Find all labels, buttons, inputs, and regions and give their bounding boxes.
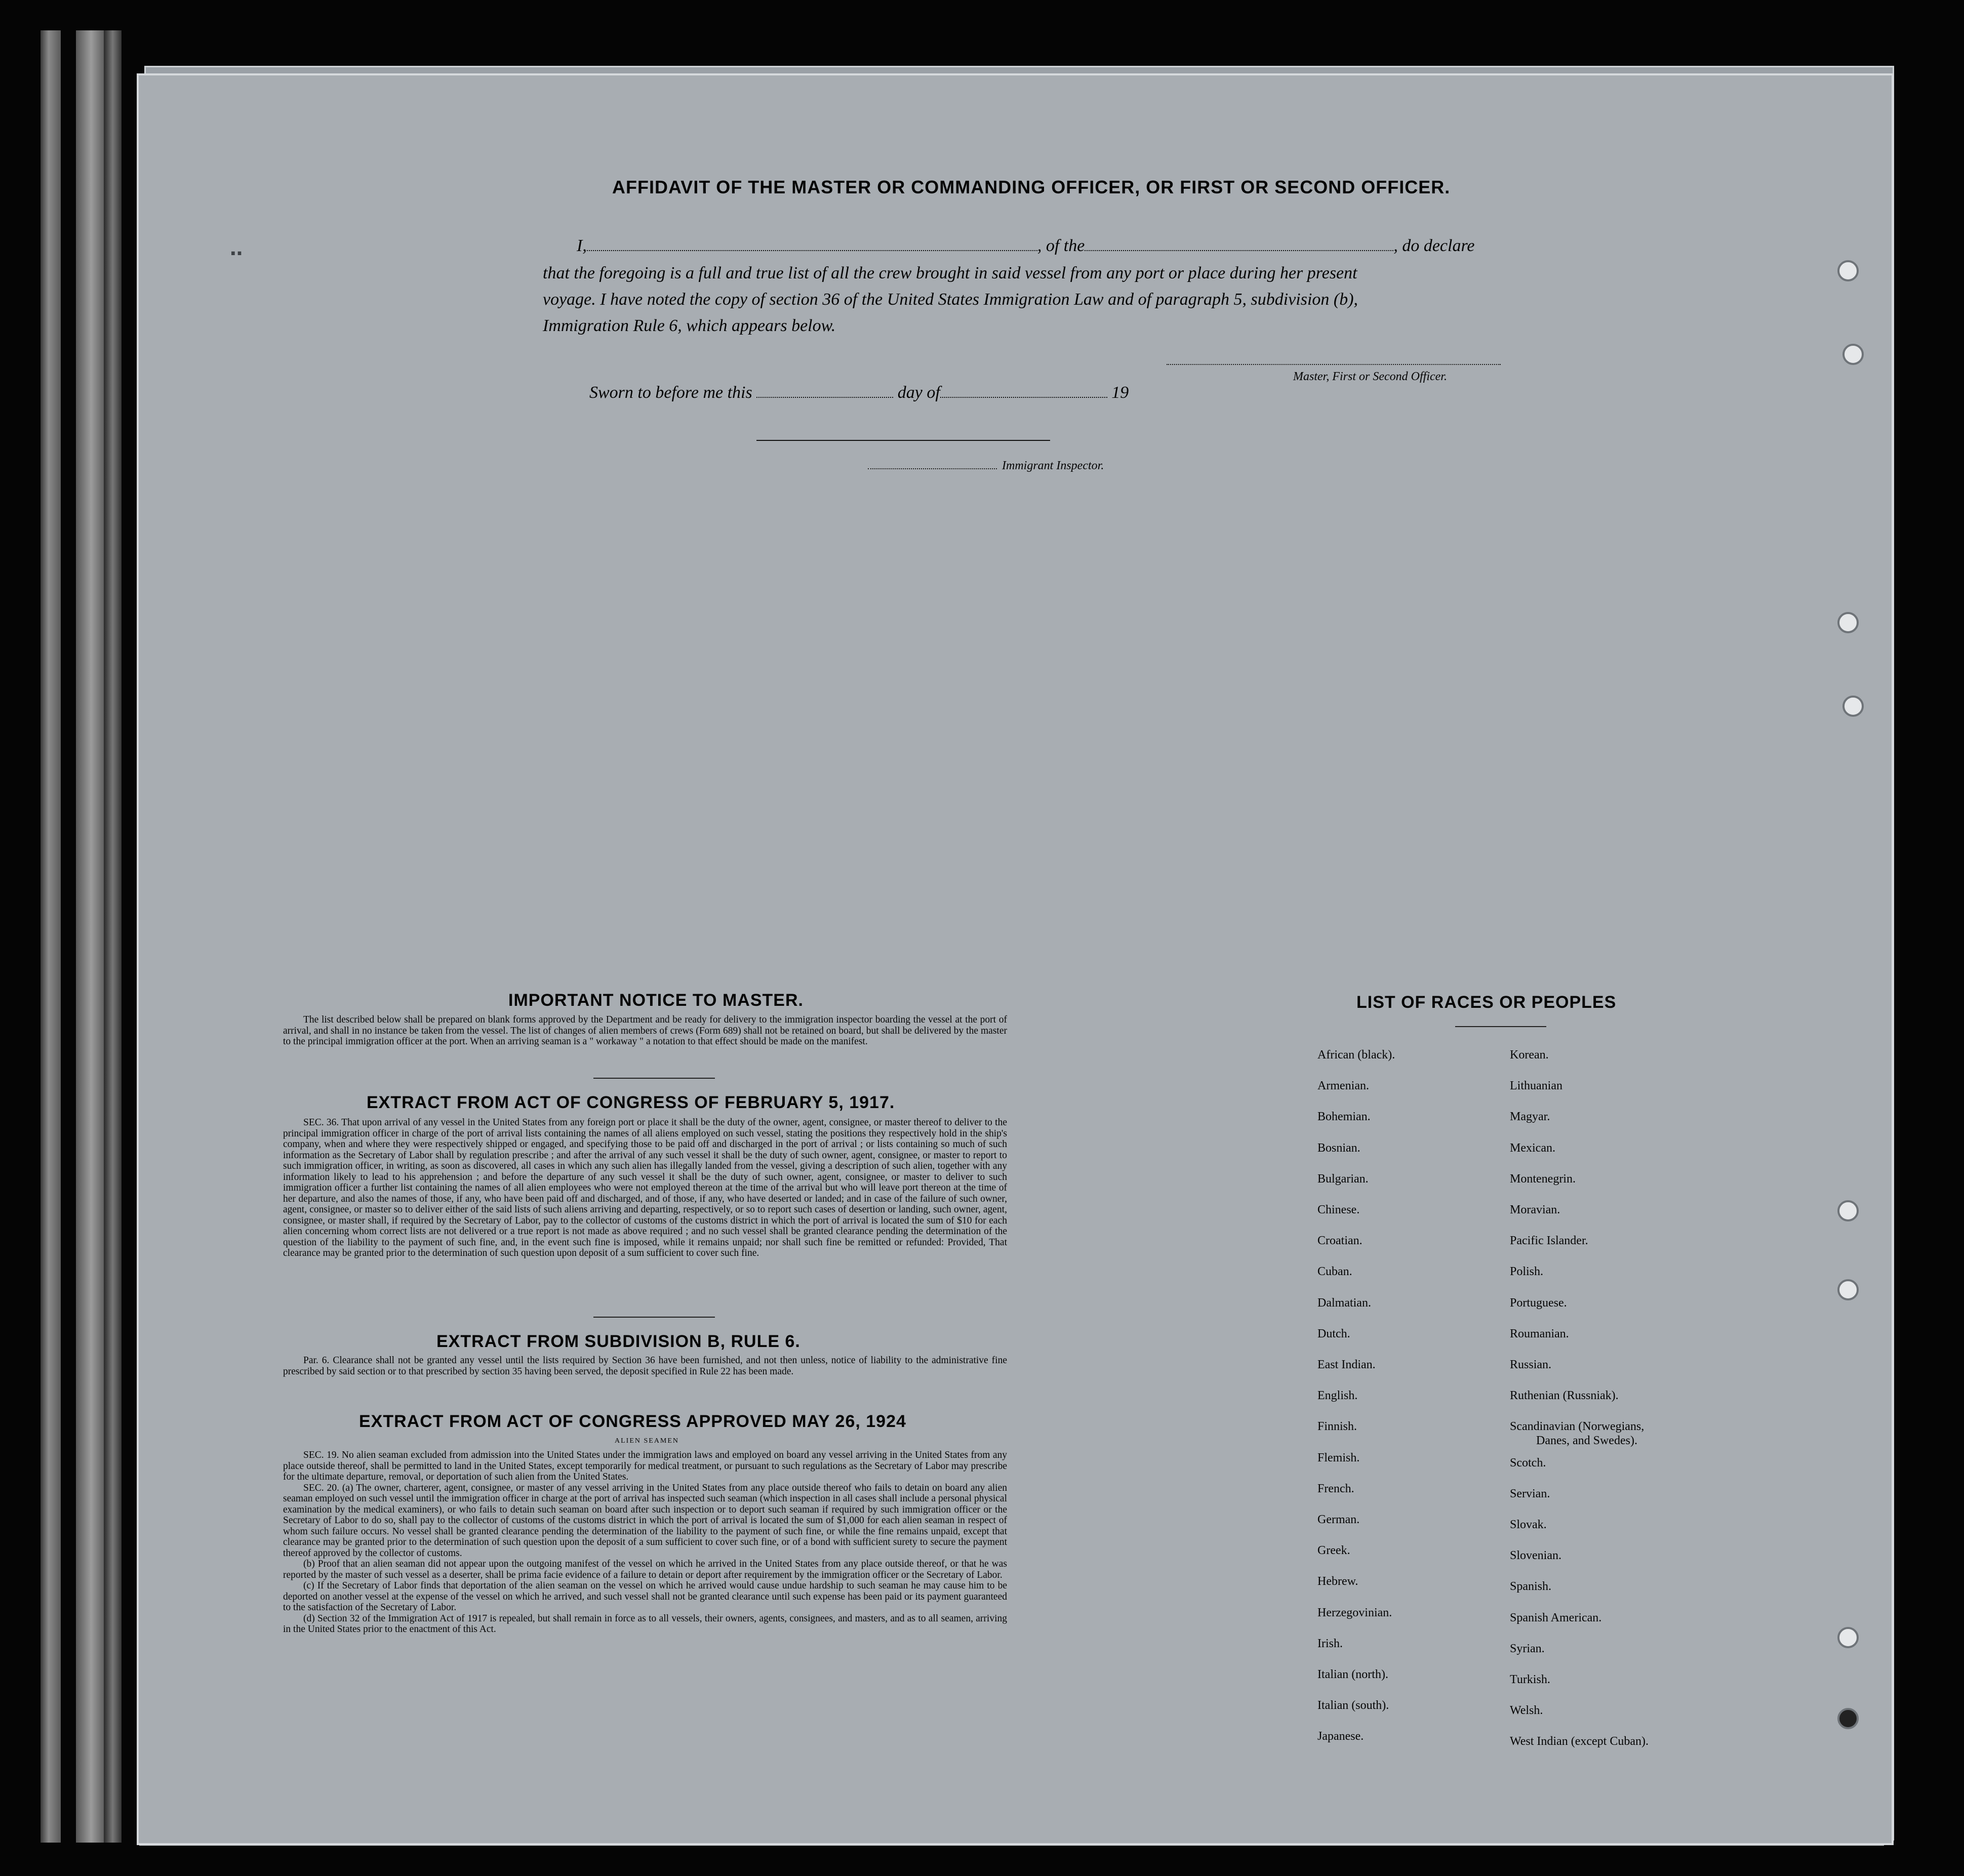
notice-body: The list described below shall be prepared on blank forms approved by the Department and be ready for delivery to the immigration inspector boarding the vessel at the port of arrival, and shall in no instance be taken from the vessel. The list of changes of alien members of crews (Form 689) shall not be retained on board, but shall be delivered by the master to the principal immigration officer at the port. When an arriving seaman is a " workaway " a notation to that effect should be made on the manifest. <box>283 1014 1007 1047</box>
punch-hole <box>1837 260 1859 281</box>
race-item: Irish. <box>1317 1637 1343 1650</box>
extract-1917-title: EXTRACT FROM ACT OF CONGRESS OF FEBRUARY 5, 1917. <box>367 1093 895 1112</box>
race-item: French. <box>1317 1482 1354 1495</box>
section-divider <box>593 1317 715 1318</box>
sec-20c: (c) If the Secretary of Labor finds that deportation of the alien seaman on the vessel on which he arrived would cause undue hardship to such seaman he may cause him to be deported on another vessel at the expense of the vessel on which he arrived, and such vessel shall not be granted clearance until such expense has been paid or its payment guaranteed to the satisfaction of the Secretary of Labor. <box>283 1580 1007 1613</box>
sec-19: SEC. 19. No alien seaman excluded from admission into the United States under the immigration laws and employed on board any vessel arriving in the United States from any place outside thereof, shall be permitted to land in the United States, except temporarily for medical treatment, or pursuant to such regulations as the Secretary of Labor may prescribe for the ultimate departure, removal, or deportation of such alien from the United States. <box>283 1450 1007 1482</box>
race-item: Japanese. <box>1317 1730 1364 1743</box>
race-item: Spanish American. <box>1510 1611 1602 1624</box>
race-item: Lithuanian <box>1510 1079 1562 1093</box>
sec-20d: (d) Section 32 of the Immigration Act of 1917 is repealed, but shall remain in force as to all vessels, their owners, agents, consignees, and masters, and as to all seamen, arriving in the United States prior to the enactment of this Act. <box>283 1613 1007 1635</box>
declare-lead: I, <box>577 236 587 255</box>
inspector-caption: Immigrant Inspector. <box>1002 459 1104 472</box>
race-item: Scotch. <box>1510 1456 1546 1470</box>
race-item: Chinese. <box>1317 1203 1360 1216</box>
bleed-through-mark: ‥ <box>230 238 243 260</box>
sworn-year: 19 <box>1111 383 1129 402</box>
race-item: African (black). <box>1317 1048 1395 1062</box>
declaration-text-line: voyage. I have noted the copy of section 36 of the United States Immigration Law and of paragraph 5, subdivision (b), <box>543 290 1358 309</box>
race-item: Greek. <box>1317 1544 1350 1558</box>
race-item: Korean. <box>1510 1048 1549 1062</box>
race-item: Slovak. <box>1510 1518 1547 1531</box>
declare-end: , do declare <box>1393 236 1475 255</box>
day-blank[interactable] <box>756 397 893 398</box>
race-item: Montenegrin. <box>1510 1172 1576 1186</box>
declare-of: , of the <box>1037 236 1085 255</box>
master-caption: Master, First or Second Officer. <box>1293 370 1447 383</box>
race-item: Slovenian. <box>1510 1549 1561 1563</box>
extract-rule6-title: EXTRACT FROM SUBDIVISION B, RULE 6. <box>436 1332 800 1351</box>
inspector-name-dots <box>868 468 997 469</box>
punch-hole <box>1837 1200 1859 1221</box>
race-item: Flemish. <box>1317 1451 1360 1464</box>
race-item: Pacific Islander. <box>1510 1234 1588 1248</box>
extract-1924-body <box>283 1450 1007 1635</box>
race-item: Dutch. <box>1317 1327 1350 1340</box>
race-item: Polish. <box>1510 1265 1544 1279</box>
race-item: Scandinavian (Norwegians, <box>1510 1420 1645 1434</box>
race-item: English. <box>1317 1389 1358 1403</box>
race-item: German. <box>1317 1513 1360 1526</box>
race-item: Finnish. <box>1317 1420 1357 1434</box>
punch-hole <box>1837 612 1859 633</box>
name-blank[interactable] <box>587 250 1037 251</box>
sworn-line <box>589 383 1129 402</box>
extract-1924-title: EXTRACT FROM ACT OF CONGRESS APPROVED MAY 26, 1924 <box>359 1412 906 1431</box>
race-item: Ruthenian (Russniak). <box>1510 1389 1619 1403</box>
extract-1917-body: SEC. 36. That upon arrival of any vessel in the United States from any foreign port or place it shall be the duty of the owner, agent, consignee, or master thereof to deliver to the principal immigration officer in charge of the port of arrival lists containing the names of all aliens employed on such vessel, stating the positions they respectively hold in the ship's company, when and where they were respectively shipped or engaged, and specifying those to be paid off and discharged in the port of arrival ; or lists containing so much of such information as the Secretary of Labor shall by regulation prescribe ; and after the arrival of any such vessel it shall be the duty of such owner, agent, consignee, or master to report to such immigration officer, in writing, as soon as discovered, all cases in which any such alien has illegally landed from the vessel, giving a description of such alien, together with any information likely to lead to his apprehension ; and before the departure of any such vessel it shall be the duty of such owner, agent, consignee, or master to deliver to such immigration officer a further list containing the names of all alien employees who were not employed thereon at the time of the arrival but who will leave port thereon at the time of her departure, and also the names of those, if any, who have been paid off and discharged, and of those, if any, who have deserted or landed; and in case of the failure of such owner, agent, consignee, or master so to deliver either of the said lists of such aliens arriving and departing, respectively, or so to report such cases of desertion or landing, such owner, agent, consignee, or master shall, if required by the Secretary of Labor, pay to the collector of customs of the customs district in which the port of arrival is located the sum of $10 for each alien concerning whom correct lists are not delivered or a true report is not made as above required ; and no such vessel shall be granted clearance pending the determination of the question of the liability to the payment of such fine, and, in the event such fine is imposed, while it remains unpaid; nor shall such fine be remitted or refunded: Provided, That clearance may be granted prior to the determination of such question upon deposit of a sum sufficient to cover such fine. <box>283 1117 1007 1258</box>
race-item: Portuguese. <box>1510 1296 1567 1310</box>
punch-hole <box>1837 1279 1859 1300</box>
race-item: Bulgarian. <box>1317 1172 1369 1186</box>
crew-list-page <box>137 73 1894 1845</box>
declaration-line <box>577 236 1475 256</box>
race-item: Moravian. <box>1510 1203 1560 1216</box>
binder-edge <box>76 30 106 1843</box>
declaration-text-line: Immigration Rule 6, which appears below. <box>543 316 836 335</box>
sworn-lead: Sworn to before me this <box>589 383 752 402</box>
race-item-continuation: Danes, and Swedes). <box>1536 1434 1637 1448</box>
sec-20a: SEC. 20. (a) The owner, charterer, agent, consignee, or master of any vessel arriving in the United States from any place outside thereof who fails to detain on board any alien seaman employed on such vessel until the immigration officer in charge at the port of arrival has inspected such seaman (which inspection in all cases shall include a personal physical examination by the medical examiners), or who fails to detain such seaman on board after such inspection or to deport such seaman if required by such immigration officer or the Secretary of Labor to do so, shall pay to the collector of customs of the customs district in which the port of arrival is located the sum of $1,000 for each alien seaman in respect of whom such failure occurs. No vessel shall be granted clearance pending the determination of the liability to the payment of such fine, or while the fine remains unpaid, except that clearance may be granted prior to the determination of such question upon the deposit of a sum sufficient to cover such fine, or of a bond with sufficient surety to secure the payment thereof approved by the collector of customs. <box>283 1482 1007 1559</box>
race-item: Servian. <box>1510 1487 1550 1500</box>
race-item: Magyar. <box>1510 1110 1550 1124</box>
race-item: Italian (south). <box>1317 1699 1389 1712</box>
race-item: West Indian (except Cuban). <box>1510 1735 1649 1748</box>
master-signature-line[interactable] <box>1167 364 1501 365</box>
race-item: Herzegovinian. <box>1317 1606 1392 1619</box>
race-item: Roumanian. <box>1510 1327 1569 1340</box>
race-item: Turkish. <box>1510 1673 1550 1686</box>
binder-edge <box>41 30 61 1843</box>
races-divider <box>1455 1026 1546 1027</box>
inspector-signature-line[interactable] <box>756 440 1050 441</box>
race-item: Croatian. <box>1317 1234 1362 1248</box>
affidavit-title: AFFIDAVIT OF THE MASTER OR COMMANDING OFFICER, OR FIRST OR SECOND OFFICER. <box>612 177 1451 197</box>
extract-rule6-body: Par. 6. Clearance shall not be granted any vessel until the lists required by Section 36 have been furnished, and not then unless, notice of liability to the administrative fine prescribed by said section or to that prescribed by section 35 having been served, the deposit specified in Rule 22 has been made. <box>283 1355 1007 1377</box>
race-item: Italian (north). <box>1317 1668 1388 1681</box>
race-item: Dalmatian. <box>1317 1296 1371 1310</box>
race-item: Armenian. <box>1317 1079 1369 1093</box>
sworn-day-of: day of <box>897 383 940 402</box>
section-divider <box>593 1078 715 1079</box>
notice-title: IMPORTANT NOTICE TO MASTER. <box>508 991 804 1010</box>
punch-hole <box>1837 1627 1859 1648</box>
race-item: Bosnian. <box>1317 1141 1360 1155</box>
sec-20b: (b) Proof that an alien seaman did not appear upon the outgoing manifest of the vessel on which he arrived in the United States from any place outside thereof, or that he was reported by the master of such vessel as a deserter, shall be prima facie evidence of a failure to detain or deport after requirement by the immigration officer or the Secretary of Labor. <box>283 1559 1007 1580</box>
race-item: Mexican. <box>1510 1141 1555 1155</box>
declaration-text-line: that the foregoing is a full and true list of all the crew brought in said vessel from any port or place during her present <box>543 264 1357 282</box>
punch-hole <box>1842 344 1864 365</box>
race-item: Russian. <box>1510 1358 1552 1371</box>
race-item: Spanish. <box>1510 1580 1552 1594</box>
binder-edge <box>104 30 122 1843</box>
race-item: East Indian. <box>1317 1358 1376 1371</box>
race-item: Hebrew. <box>1317 1575 1358 1588</box>
vessel-blank[interactable] <box>1085 250 1393 251</box>
punch-hole <box>1842 696 1864 717</box>
punch-hole <box>1837 1708 1859 1729</box>
race-item: Bohemian. <box>1317 1110 1371 1124</box>
races-title: LIST OF RACES OR PEOPLES <box>1356 993 1617 1012</box>
month-blank[interactable] <box>940 397 1107 398</box>
race-item: Syrian. <box>1510 1642 1545 1655</box>
race-item: Welsh. <box>1510 1704 1543 1718</box>
race-item: Cuban. <box>1317 1265 1352 1279</box>
alien-seamen-subtitle: ALIEN SEAMEN <box>615 1437 679 1445</box>
